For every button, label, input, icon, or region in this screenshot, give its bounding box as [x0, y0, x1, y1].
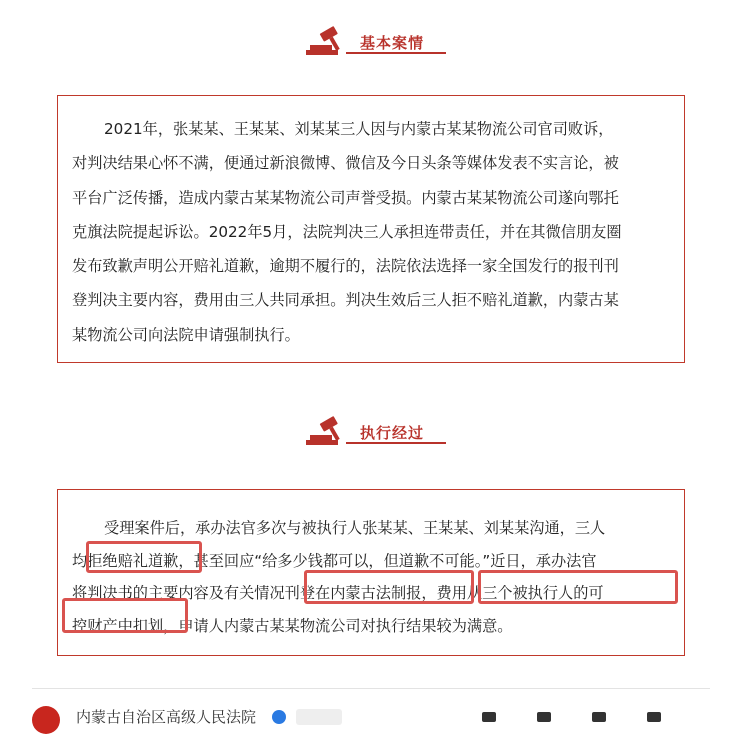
case-facts-box	[57, 95, 685, 363]
section-header-case	[0, 22, 738, 62]
paragraph-line: 某物流公司向法院申请强制执行。	[72, 325, 300, 344]
paragraph-line: 平台广泛传播，造成内蒙古某某物流公司声誉受损。内蒙古某某物流公司遂向鄂托	[72, 188, 619, 207]
footer-divider	[32, 688, 710, 689]
highlight-fee-deduction-2	[62, 598, 188, 633]
like-icon[interactable]	[592, 712, 606, 722]
title-underline	[346, 52, 446, 54]
account-tag	[296, 709, 342, 725]
account-footer[interactable]	[32, 700, 710, 730]
more-icon[interactable]	[647, 712, 661, 722]
court-emblem-icon[interactable]	[32, 706, 60, 734]
paragraph-line: 均拒绝赔礼道歉，甚至回应“给多少钱都可以，但道歉不可能。”近日，承办法官	[72, 551, 597, 570]
share-icon[interactable]	[482, 712, 496, 722]
section-title-case: 基本案情	[360, 34, 425, 52]
gavel-icon	[304, 416, 346, 446]
paragraph-line: 对判决结果心怀不满，便通过新浪微博、微信及今日头条等媒体发表不实言论，被	[72, 154, 619, 173]
account-name[interactable]: 内蒙古自治区高级人民法院	[76, 708, 257, 726]
verified-icon	[272, 710, 286, 724]
paragraph-line: 受理案件后，承办法官多次与被执行人张某某、王某某、刘某某沟通，三人	[104, 519, 606, 537]
paragraph-line: 克旗法院提起诉讼。2022年5月，法院判决三人承担连带责任，并在其微信朋友圈	[72, 222, 622, 241]
highlight-refuse-apology	[86, 541, 202, 573]
highlight-published-newspaper	[304, 570, 474, 604]
paragraph-line: 控财产中扣划，申请人内蒙古某某物流公司对执行结果较为满意。	[72, 616, 513, 635]
comment-icon[interactable]	[537, 712, 551, 722]
paragraph-line: 2021年，张某某、王某某、刘某某三人因与内蒙古某某物流公司官司败诉，	[104, 120, 614, 138]
section-title-execution: 执行经过	[360, 424, 425, 442]
case-facts-paragraph	[72, 112, 672, 352]
section-header-execution	[0, 412, 738, 452]
gavel-icon	[304, 26, 346, 56]
paragraph-line: 登判决主要内容，费用由三人共同承担。判决生效后三人拒不赔礼道歉，内蒙古某	[72, 291, 619, 310]
paragraph-line: 将判决书的主要内容及有关情况刊登在内蒙古法制报，费用从三个被执行人的可	[72, 584, 604, 602]
title-underline	[346, 442, 446, 444]
highlight-fee-deduction-1	[478, 570, 678, 604]
paragraph-line: 发布致歉声明公开赔礼道歉，逾期不履行的，法院依法选择一家全国发行的报刊刊	[72, 257, 619, 276]
